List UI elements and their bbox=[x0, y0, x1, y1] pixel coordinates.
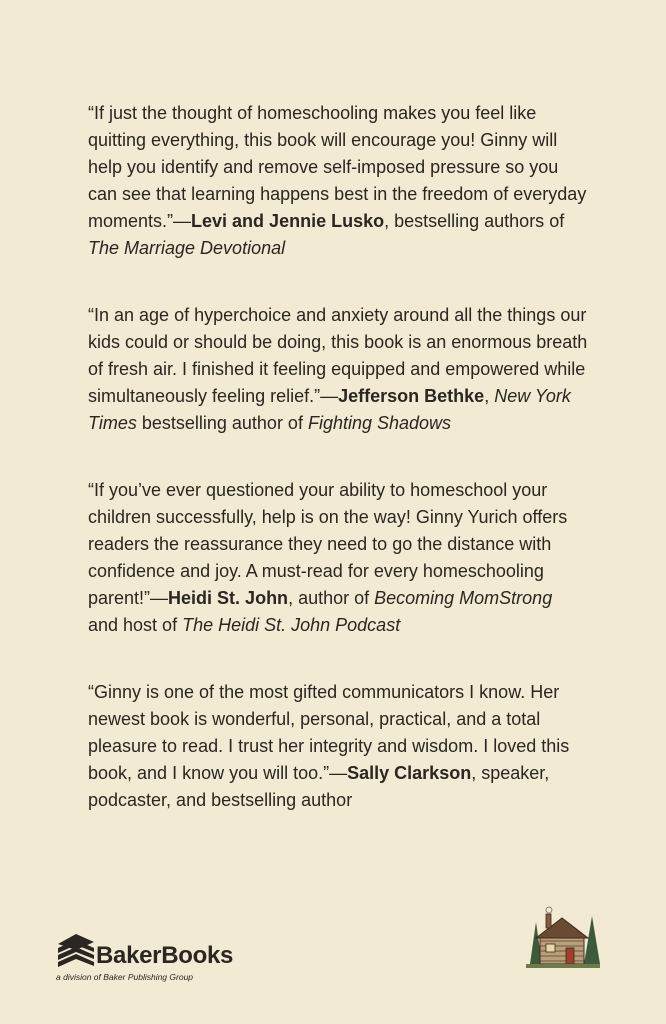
publisher-tagline: a division of Baker Publishing Group bbox=[56, 972, 194, 982]
endorsement-quote: “If you’ve ever questioned your ability to homeschool your children successfully, help is on the way! Ginny Yurich offers readers the reassurance they need to go the distance with confidence and joy. A must-read for every homeschooling parent!”—Heidi St. John, author of Becoming MomStrong and host of The Heidi St. John Podcast bbox=[88, 480, 568, 635]
publication-title: New York Times bbox=[88, 386, 571, 433]
endorsements bbox=[88, 100, 588, 854]
endorser-name: Heidi St. John bbox=[168, 588, 289, 608]
endorsement-quote: “If just the thought of homeschooling makes you feel like quitting everything, this book will encourage you! Ginny will help you identify and remove self-imposed pressure so you can see that learning happens best in the freedom of everyday moments.”—Levi and Jennie Lusko, bestselling authors of The Marriage Devotional bbox=[88, 103, 587, 258]
podcast-title: The Heidi St. John Podcast bbox=[182, 615, 401, 635]
endorser-name: Sally Clarkson bbox=[347, 763, 472, 783]
endorser-name: Jefferson Bethke bbox=[338, 386, 485, 406]
publisher-logo bbox=[56, 926, 316, 986]
baker-books-icon bbox=[56, 926, 96, 968]
endorsement-quote: “Ginny is one of the most gifted communicators I know. Her newest book is wonderful, personal, practical, and a total pleasure to read. I trust her integrity and wisdom. I loved this book, and I know you will too.”—Sally Clarkson, speaker, podcaster, and bestselling author bbox=[88, 682, 570, 810]
book-title: Fighting Shadows bbox=[307, 413, 452, 433]
endorser-name: Levi and Jennie Lusko bbox=[191, 211, 385, 231]
publisher-name: BakerBooks bbox=[96, 942, 234, 969]
cabin-illustration-icon bbox=[522, 902, 602, 972]
book-title: The Marriage Devotional bbox=[88, 238, 286, 258]
book-title: Becoming MomStrong bbox=[374, 588, 553, 608]
endorsement-quote: “In an age of hyperchoice and anxiety around all the things our kids could or should be doing, this book is an enormous breath of fresh air. I finished it feeling equipped and empowered while simultaneously feeling relief.”—Jefferson Bethke, New York Times bestselling author of Fighting Shadows bbox=[88, 305, 588, 433]
